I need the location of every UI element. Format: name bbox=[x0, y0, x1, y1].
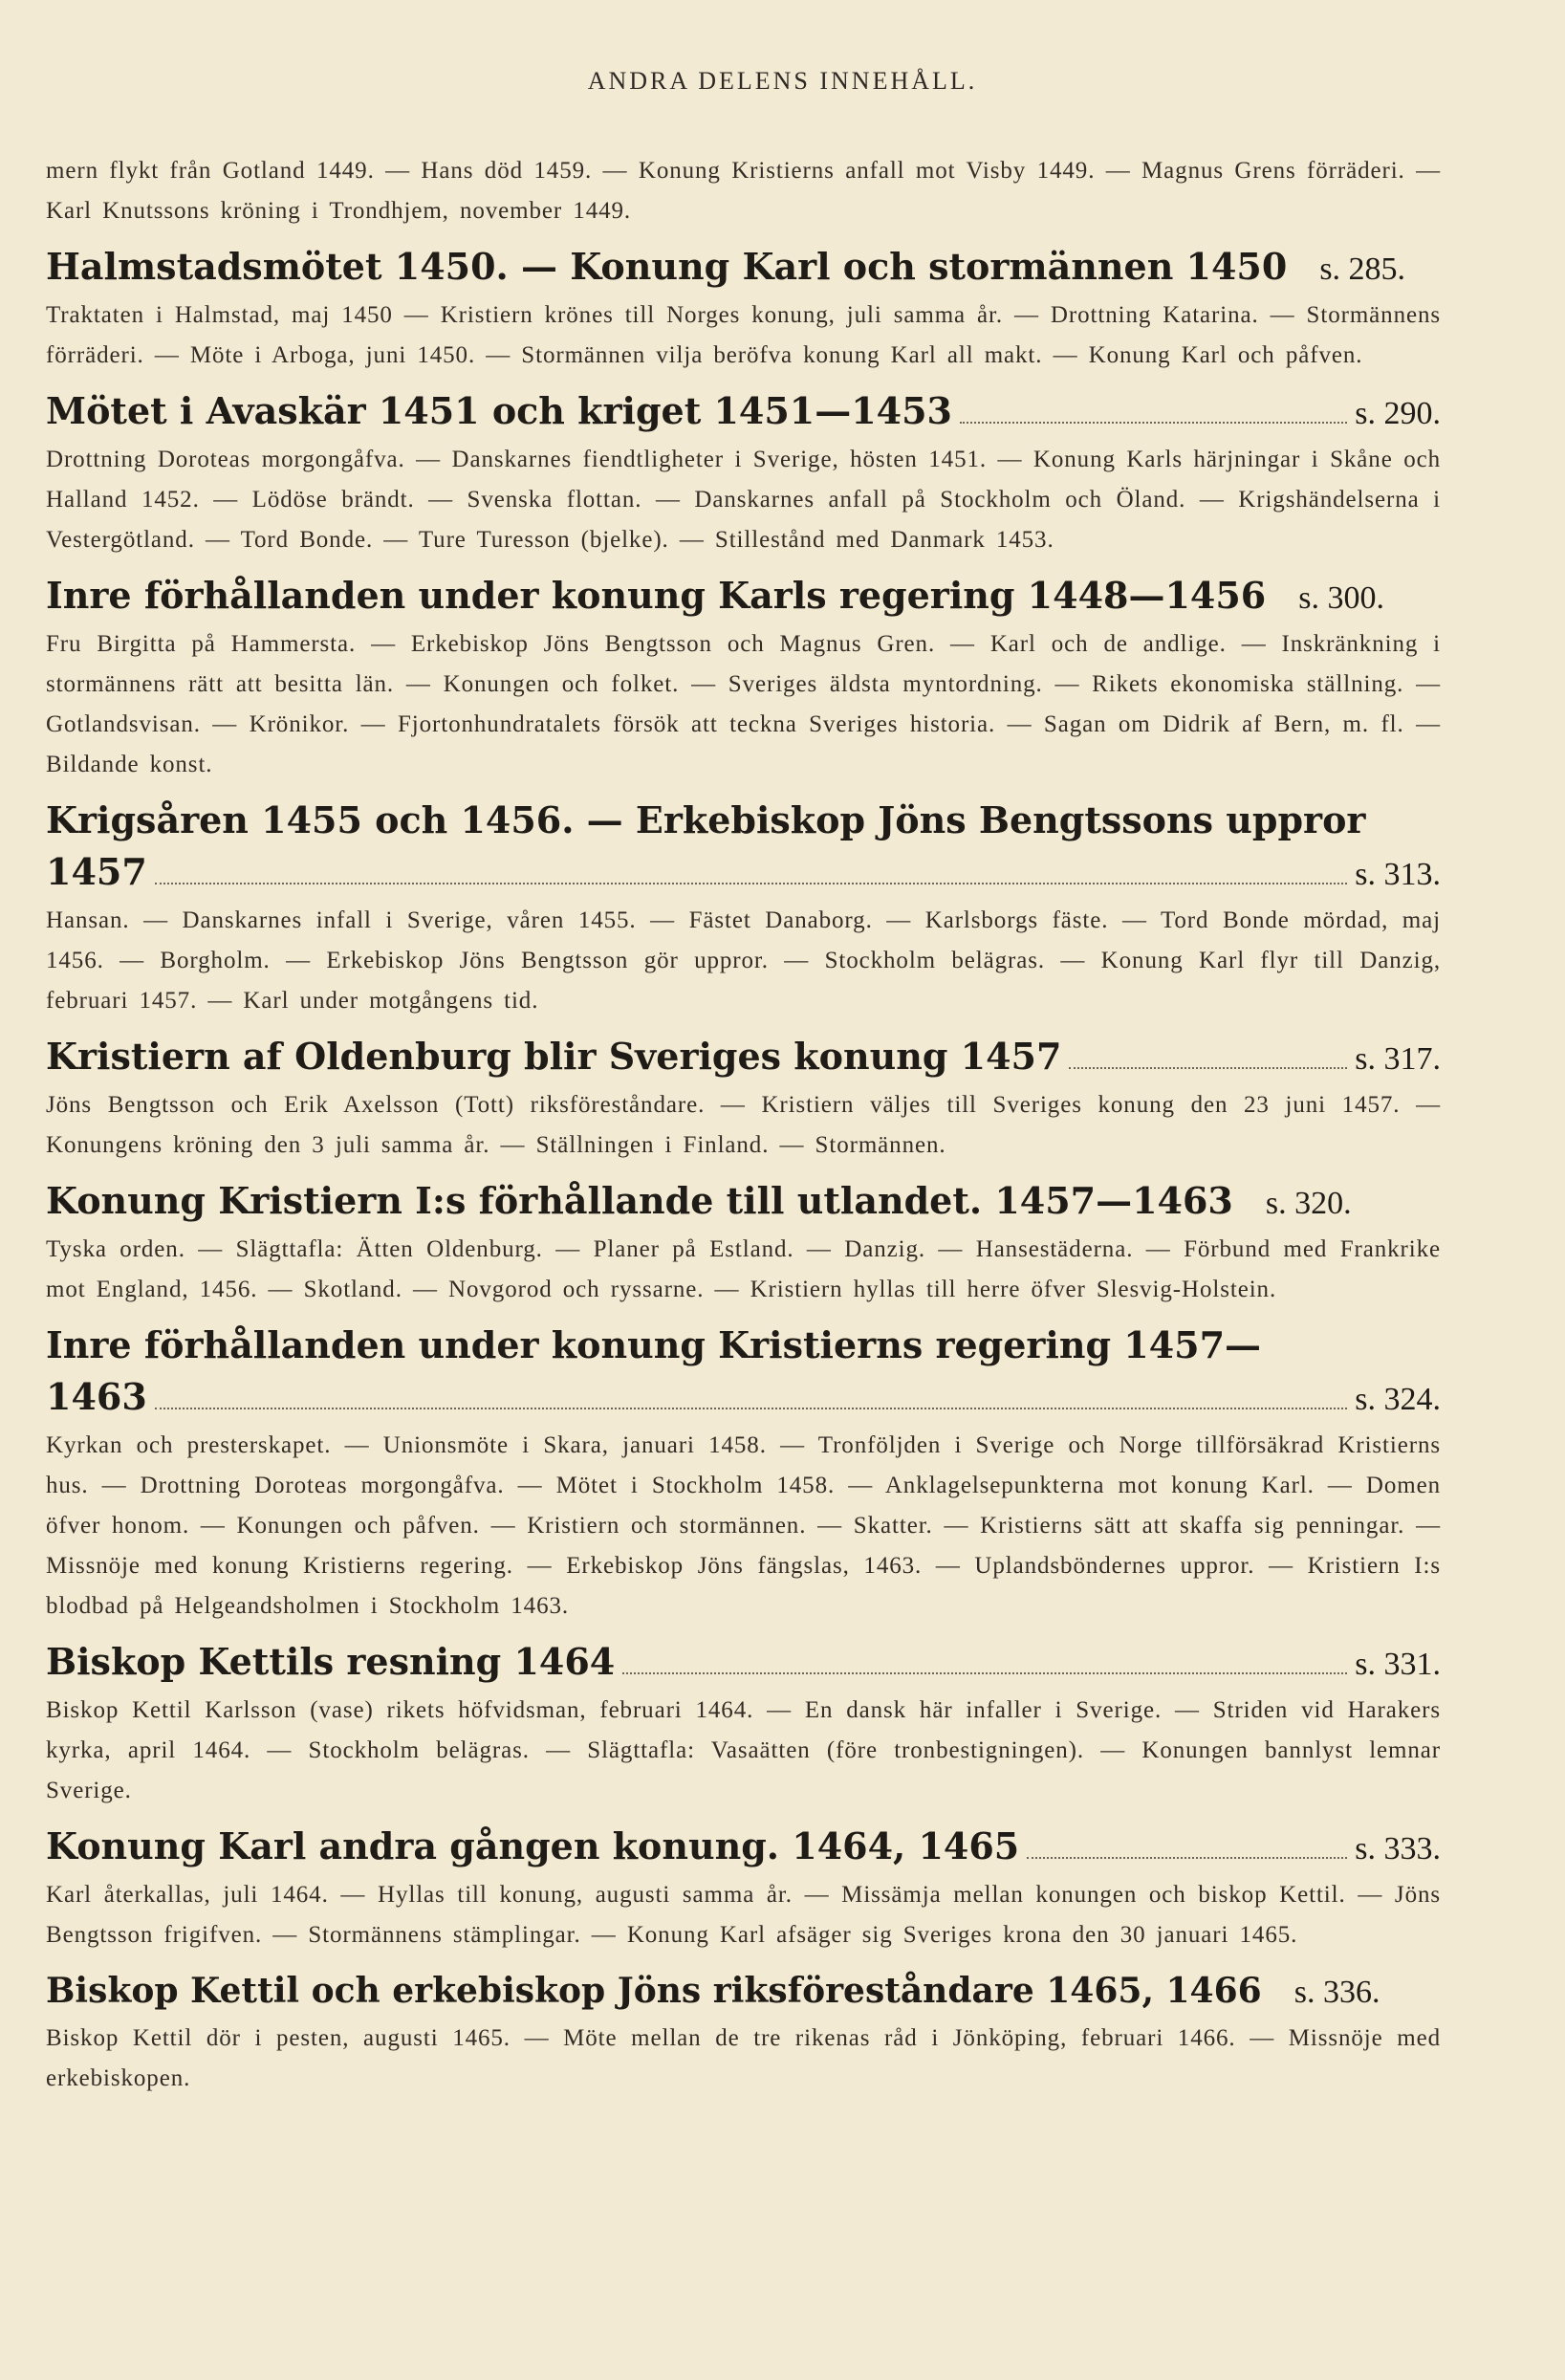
toc-section bbox=[46, 241, 1441, 376]
section-title: Inre förhållanden under konung Karls regering 1448—1456 bbox=[46, 574, 1267, 617]
leader-dots bbox=[960, 422, 1347, 424]
section-summary: Tyska orden. — Slägttafla: Ätten Oldenburg. — Planer på Estland. — Danzig. — Hansestäderna. — Förbund med Frankrike mot England, 1456. — Skotland. — Novgorod och ryssarne. — Kristiern hyllas till herre öfver Slesvig-Holstein. bbox=[46, 1236, 1441, 1302]
section-summary: Hansan. — Danskarnes infall i Sverige, våren 1455. — Fästet Danaborg. — Karlsborgs fäste. — Tord Bonde mördad, maj 1456. — Borgholm. — Erkebiskop Jöns Bengtsson gör uppror. — Stockholm belägras. — Konung Karl flyr till Danzig, februari 1457. — Karl under motgångens tid. bbox=[46, 907, 1441, 1014]
page-reference: s. 333. bbox=[1355, 1831, 1441, 1867]
toc-section bbox=[46, 1031, 1441, 1166]
section-title: Konung Kristiern I:s förhållande till utlandet. 1457—1463 bbox=[46, 1179, 1233, 1222]
section-heading bbox=[46, 795, 1441, 901]
section-summary: Biskop Kettil Karlsson (vase) rikets höfvidsman, februari 1464. — En dansk här infaller i Sverige. — Striden vid Harakers kyrka, april 1464. — Stockholm belägras. — Slägttafla: Vasaätten (före tronbestigningen). — Konungen bannlyst lemnar Sverige. bbox=[46, 1697, 1441, 1803]
section-summary: Jöns Bengtsson och Erik Axelsson (Tott) riksföreståndare. — Kristiern väljes till Sveriges konung den 23 juni 1457. — Konungens kröning den 3 juli samma år. — Ställningen i Finland. — Stormännen. bbox=[46, 1092, 1441, 1158]
section-heading bbox=[46, 1636, 1441, 1691]
toc-section bbox=[46, 385, 1441, 560]
toc-section bbox=[46, 1320, 1441, 1627]
section-heading bbox=[46, 570, 1441, 624]
toc-section bbox=[46, 1636, 1441, 1811]
page-reference: s. 336. bbox=[1293, 1975, 1380, 2010]
leader-dots bbox=[155, 1408, 1348, 1409]
page-reference: s. 331. bbox=[1355, 1647, 1441, 1682]
section-title: Halmstadsmötet 1450. — Konung Karl och stormännen 1450 bbox=[46, 245, 1288, 288]
section-summary: Traktaten i Halmstad, maj 1450 — Kristiern krönes till Norges konung, juli samma år. — Drottning Katarina. — Stormännens förräderi. — Möte i Arboga, juni 1450. — Stormännen vilja beröfva konung Karl all makt. — Konung Karl och påfven. bbox=[46, 302, 1441, 368]
section-title: Mötet i Avaskär 1451 och kriget 1451—1453 bbox=[46, 389, 952, 432]
section-title: 1463 bbox=[46, 1375, 147, 1418]
leader-dots bbox=[1069, 1067, 1347, 1069]
toc-section bbox=[46, 1821, 1441, 1955]
section-summary: Karl återkallas, juli 1464. — Hyllas till konung, augusti samma år. — Missämja mellan konungen och biskop Kettil. — Jöns Bengtsson frigifven. — Stormännens stämplingar. — Konung Karl afsäger sig Sveriges krona den 30 januari 1465. bbox=[46, 1882, 1441, 1948]
continued-summary: mern flykt från Gotland 1449. — Hans död 1459. — Konung Kristierns anfall mot Visby 1449. — Magnus Grens förräderi. — Karl Knutssons kröning i Trondhjem, november 1449. bbox=[46, 158, 1441, 224]
toc-section bbox=[46, 1965, 1441, 2099]
page-reference: s. 317. bbox=[1355, 1041, 1441, 1077]
section-heading bbox=[46, 1821, 1441, 1875]
page-reference: s. 320. bbox=[1265, 1186, 1352, 1221]
section-summary: Biskop Kettil dör i pesten, augusti 1465. — Möte mellan de tre rikenas råd i Jönköping, februari 1466. — Missnöje med erkebiskopen. bbox=[46, 2025, 1441, 2091]
section-heading bbox=[46, 385, 1441, 440]
section-title: Biskop Kettils resning 1464 bbox=[46, 1640, 616, 1683]
running-head: ANDRA DELENS INNEHÅLL. bbox=[587, 67, 978, 95]
section-heading bbox=[46, 1031, 1441, 1085]
toc-section bbox=[46, 1175, 1441, 1310]
section-heading bbox=[46, 241, 1441, 295]
toc-section bbox=[46, 795, 1441, 1021]
section-summary: Fru Birgitta på Hammersta. — Erkebiskop Jöns Bengtsson och Magnus Gren. — Karl och de andlige. — Inskränkning i stormännens rätt att besitta län. — Konungen och folket. — Sveriges äldsta myntordning. — Rikets ekonomiska ställning. — Gotlandsvisan. — Krönikor. — Fjortonhundratalets försök att teckna Sveriges historia. — Sagan om Didrik af Bern, m. fl. — Bildande konst. bbox=[46, 631, 1441, 777]
toc-section bbox=[46, 570, 1441, 785]
page-reference: s. 300. bbox=[1298, 580, 1384, 616]
section-heading bbox=[46, 1175, 1441, 1230]
section-title-line1: Inre förhållanden under konung Kristierns regering 1457— bbox=[46, 1323, 1262, 1366]
leader-dots bbox=[155, 883, 1348, 884]
page-reference: s. 313. bbox=[1355, 857, 1441, 892]
section-heading bbox=[46, 1965, 1441, 2019]
leader-dots bbox=[1027, 1857, 1347, 1859]
section-title: Konung Karl andra gången konung. 1464, 1465 bbox=[46, 1824, 1020, 1867]
leader-dots bbox=[622, 1672, 1347, 1674]
section-title: Biskop Kettil och erkebiskop Jöns riksföreståndare 1465, 1466 bbox=[46, 1971, 1262, 2011]
page-reference: s. 290. bbox=[1355, 396, 1441, 431]
section-title: 1457 bbox=[46, 850, 147, 893]
page-reference: s. 324. bbox=[1355, 1382, 1441, 1417]
page-reference: s. 285. bbox=[1319, 251, 1406, 287]
section-title: Kristiern af Oldenburg blir Sveriges konung 1457 bbox=[46, 1035, 1062, 1078]
section-summary: Drottning Doroteas morgongåfva. — Danskarnes fiendtligheter i Sverige, hösten 1451. — Konung Karls härjningar i Skåne och Halland 1452. — Lödöse brändt. — Svenska flottan. — Danskarnes anfall på Stockholm och Öland. — Krigshändelserna i Vestergötland. — Tord Bonde. — Ture Turesson (bjelke). — Stillestånd med Danmark 1453. bbox=[46, 447, 1441, 553]
section-heading bbox=[46, 1320, 1441, 1426]
section-title-line1: Krigsåren 1455 och 1456. — Erkebiskop Jöns Bengtssons uppror bbox=[46, 798, 1366, 841]
section-summary: Kyrkan och presterskapet. — Unionsmöte i Skara, januari 1458. — Tronföljden i Sverige och Norge tillförsäkrad Kristierns hus. — Drottning Doroteas morgongåfva. — Mötet i Stockholm 1458. — Anklagelsepunkterna mot konung Karl. — Domen öfver honom. — Konungen och påfven. — Kristiern och stormännen. — Skatter. — Kristierns sätt att skaffa sig penningar. — Missnöje med konung Kristierns regering. — Erkebiskop Jöns fängslas, 1463. — Uplandsböndernes uppror. — Kristiern I:s blodbad på Helgeandsholmen i Stockholm 1463. bbox=[46, 1432, 1441, 1619]
